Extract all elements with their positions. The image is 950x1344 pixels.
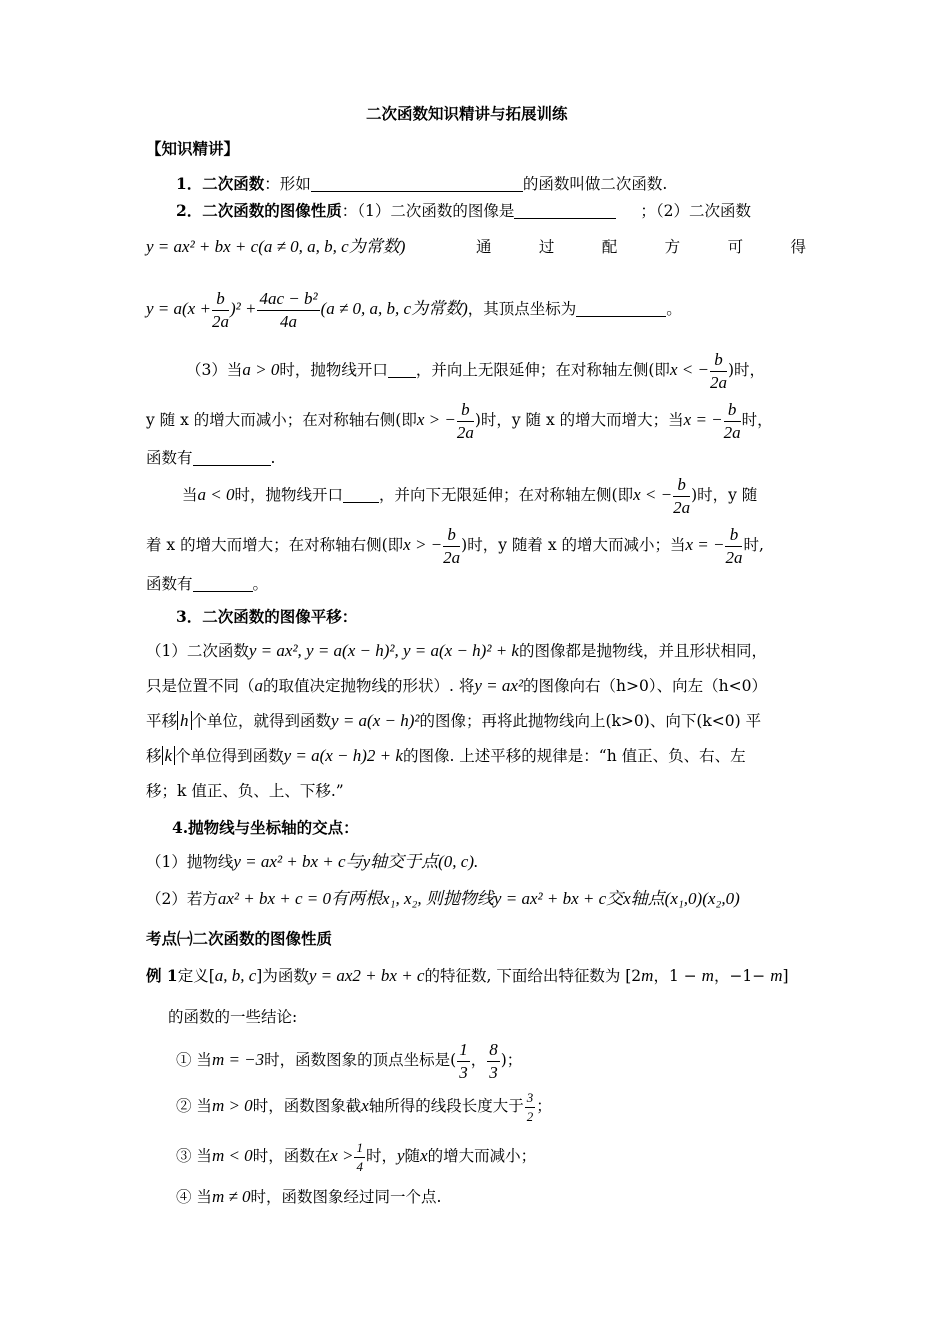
p5-line-5: 移；k 值正、负、上、下移.” — [146, 782, 344, 800]
vertex-mid: )² + — [229, 299, 257, 318]
c3-m4: x — [420, 1146, 428, 1165]
c3-e: 的增大而减小； — [427, 1147, 537, 1165]
spread-1: 过 — [538, 238, 555, 256]
p3-line-2 — [146, 396, 773, 444]
ex1-m1: a, b, c — [214, 966, 257, 985]
p3-l2-m1: x > − — [416, 410, 456, 429]
p5-line-3 — [146, 708, 761, 734]
p5-l2-c: 的图像向右（h>0）、向左（h<0） — [523, 677, 767, 695]
c1-m: m = −3 — [211, 1050, 265, 1069]
para-1-text-a: ：形如 — [264, 175, 311, 193]
p3-l2-m2: x = − — [683, 410, 723, 429]
p4-line-3 — [146, 571, 268, 597]
c3-b: 时，函数在 — [252, 1147, 331, 1165]
p4-l1-d: )时，y 随 — [691, 486, 758, 504]
c2-f-num: 3 — [525, 1089, 536, 1108]
p5-l1-b: 的图像都是抛物线，并且形状相同， — [518, 642, 767, 660]
frac-num: b — [443, 524, 460, 547]
p5-heading: 3．二次函数的图像平移： — [176, 607, 358, 626]
frac-num: b — [457, 399, 474, 422]
p3-l2-c: 时， — [741, 411, 773, 429]
frac-den: 2a — [723, 422, 741, 442]
p5-l2-m1: a — [254, 676, 264, 695]
p4-l3-a: 函数有 — [146, 575, 193, 593]
p4-l1-c: ，并向下无限延伸；在对称轴左侧(即 — [379, 486, 634, 504]
p6-line-2 — [146, 886, 740, 912]
p5-l4-c: 的图像. 上述平移的规律是：“h 值正、负、右、左 — [402, 747, 746, 765]
vertex-tail: (a ≠ 0, a, b, c为常数) — [320, 299, 468, 318]
c2-c: 轴所得的线段长度大于 — [368, 1097, 524, 1115]
p3-l3-a: 函数有 — [146, 449, 193, 467]
c1-sep: ， — [470, 1051, 487, 1069]
c4-b: 时，函数图象经过同一个点. — [250, 1188, 442, 1206]
conclusion-3 — [176, 1134, 536, 1178]
blank-vertex — [576, 298, 666, 317]
p4-l2-m1: x > − — [403, 535, 443, 554]
blank-p4-extreme — [193, 573, 253, 592]
example-1-line-1 — [146, 963, 789, 989]
p6-l2-a: （2）若方 — [146, 890, 218, 908]
c1-f1-den: 3 — [459, 1062, 468, 1082]
p4-line-2 — [146, 521, 764, 569]
vertex-formula-a: y = a(x + — [146, 299, 211, 318]
blank-p4-open — [343, 484, 379, 503]
p4-l3-b: 。 — [252, 575, 269, 593]
p4-l2-m2: x = − — [685, 535, 725, 554]
p5-line-1 — [146, 638, 767, 664]
p4-l1-m2: x < − — [633, 485, 673, 504]
c2-b: 时，函数图象截 — [252, 1097, 362, 1115]
vertex-text: ，其顶点坐标为 — [467, 300, 577, 318]
vertex-frac2-den: 4a — [280, 311, 297, 331]
para-1 — [176, 171, 667, 197]
c3-m2: x > — [330, 1146, 354, 1165]
c2-m2: x — [361, 1096, 369, 1115]
c4-m: m ≠ 0 — [211, 1187, 251, 1206]
p5-l4-abs-k: k — [162, 746, 176, 765]
c3-f-den: 4 — [356, 1158, 363, 1174]
c1-a: ① 当 — [176, 1051, 212, 1069]
c2-f-den: 2 — [526, 1108, 534, 1124]
para-2-text-b: ；（2）二次函数 — [640, 202, 752, 220]
p5-l4-a: 移 — [146, 747, 162, 765]
doc-title: 二次函数知识精讲与拓展训练 — [366, 104, 568, 123]
frac-den: 2a — [443, 547, 461, 567]
section-knowledge: 【知识精讲】 — [146, 139, 240, 158]
spread-2: 配 — [601, 238, 618, 256]
p6-heading: 4.抛物线与坐标轴的交点： — [172, 818, 359, 837]
ex1-b: ]为函数 — [256, 967, 309, 985]
frac-num: b — [724, 399, 741, 422]
formula-general: y = ax² + bx + c(a ≠ 0, a, b, c为常数) — [146, 237, 406, 256]
blank-1 — [311, 173, 523, 192]
p6-l2-m: ax² + bx + c = 0有两根x₁, x₂, 则抛物线y = ax² + bx + c交x轴点(x₁,0)(x₂,0) — [217, 889, 740, 908]
para-2 — [176, 198, 751, 224]
p4-l1-b: 时，抛物线开口 — [234, 486, 344, 504]
ex1-m3: m — [641, 966, 654, 985]
frac-num: b — [710, 349, 727, 372]
c3-d: 随 — [404, 1147, 421, 1165]
p5-l2-a: 只是位置不同（ — [146, 677, 255, 695]
c3-m: m < 0 — [211, 1146, 253, 1165]
c1-c: )； — [500, 1051, 523, 1069]
p3-l1-m1: a > 0 — [242, 360, 280, 379]
para-1-num: 1．二次函数 — [176, 174, 265, 193]
p4-l2-a: 着 x 的增大而增大；在对称轴右侧(即 — [146, 536, 404, 554]
ex1-m2: y = ax2 + bx + c — [308, 966, 425, 985]
p5-l1-m: y = ax², y = a(x − h)², y = a(x − h)² + k — [248, 641, 519, 660]
c3-a: ③ 当 — [176, 1147, 212, 1165]
formula-vertex-line — [146, 285, 682, 333]
example-1-label: 例 1 — [146, 966, 178, 985]
p3-line-3 — [146, 445, 275, 471]
frac-den: 2a — [456, 422, 474, 442]
p5-l4-b: 个单位得到函数 — [175, 747, 284, 765]
p4-line-1 — [182, 471, 757, 519]
vertex-frac2-num: 4ac − b² — [257, 288, 319, 311]
conclusion-1 — [176, 1036, 522, 1084]
exam-heading: 考点㈠二次函数的图像性质 — [146, 929, 333, 948]
p5-line-2 — [146, 673, 767, 699]
p5-line-4 — [146, 743, 746, 769]
vertex-frac1-num: b — [212, 288, 229, 311]
conclusion-2 — [176, 1084, 552, 1128]
p3-line-1 — [186, 346, 765, 394]
example-1-line-2: 的函数的一些结论: — [168, 1008, 298, 1026]
frac-num: b — [673, 474, 690, 497]
p3-l1-c: ，并向上无限延伸；在对称轴左侧(即 — [415, 361, 670, 379]
para-2-num: 2．二次函数的图像性质 — [176, 201, 342, 220]
frac-den: 2a — [709, 372, 727, 392]
p6-l1-m: y = ax² + bx + c与y轴交于点(0, c). — [233, 852, 479, 871]
spread-4: 可 — [727, 238, 744, 256]
blank-p3-extreme — [193, 447, 271, 466]
spread-3: 方 — [664, 238, 681, 256]
p5-l3-b: 个单位，就得到函数 — [191, 712, 332, 730]
c1-f1-num: 1 — [457, 1039, 470, 1062]
ex1-d: ，1 − — [653, 967, 702, 985]
c4-a: ④ 当 — [176, 1188, 212, 1206]
ex1-e: ，−1− — [713, 967, 771, 985]
p3-l2-b: )时，y 随 x 的增大而增大；当 — [474, 411, 684, 429]
ex1-a: 定义[ — [177, 967, 215, 985]
p5-l3-c: 的图像；再将此抛物线向上(k>0)、向下(k<0) 平 — [419, 712, 762, 730]
blank-2 — [514, 200, 616, 219]
frac-den: 2a — [725, 547, 743, 567]
p5-l2-m2: y = ax² — [474, 676, 524, 695]
p5-l3-abs-h: h — [177, 711, 192, 730]
vertex-end: 。 — [666, 300, 682, 318]
c3-c: 时， — [365, 1147, 397, 1165]
p4-l1-a: 当 — [182, 486, 198, 504]
p5-l3-a: 平移 — [146, 712, 178, 730]
c2-a: ② 当 — [176, 1097, 212, 1115]
p3-l2-a: y 随 x 的增大而减小；在对称轴右侧(即 — [146, 411, 417, 429]
c2-m: m > 0 — [211, 1096, 253, 1115]
c1-b: 时，函数图象的顶点坐标是( — [264, 1051, 457, 1069]
conclusion-4 — [176, 1184, 441, 1210]
p4-l2-b: )时，y 随着 x 的增大而减小；当 — [461, 536, 686, 554]
para-1-text-b: 的函数叫做二次函数. — [522, 175, 668, 193]
ex1-c: 的特征数, 下面给出特征数为 [2 — [424, 967, 642, 985]
p3-l1-m2: x < − — [669, 360, 709, 379]
p5-l1-a: （1）二次函数 — [146, 642, 249, 660]
p5-l4-m2: y = a(x − h)2 + k — [283, 746, 403, 765]
c3-m3: y — [397, 1146, 405, 1165]
p3-l3-b: . — [270, 449, 276, 467]
ex1-m4: m — [701, 966, 714, 985]
c2-d: ； — [536, 1097, 552, 1115]
p5-l2-b: 的取值决定抛物线的形状）. 将 — [263, 677, 475, 695]
frac-den: 2a — [673, 497, 691, 517]
spread-0: 通 — [476, 238, 492, 256]
c1-f2-num: 8 — [487, 1039, 500, 1062]
p3-l1-d: )时， — [727, 361, 765, 379]
p5-l3-m2: y = a(x − h)² — [331, 711, 420, 730]
ex1-m5: m — [770, 966, 783, 985]
spread-text — [476, 234, 806, 260]
p4-l2-c: 时, — [743, 536, 764, 554]
spread-5: 得 — [790, 238, 806, 256]
blank-p3-open — [388, 359, 416, 378]
p6-line-1 — [146, 849, 478, 875]
c1-f2-den: 3 — [489, 1062, 498, 1082]
p4-l1-m1: a < 0 — [197, 485, 235, 504]
p3-l1-a: （3）当 — [186, 361, 243, 379]
p6-l1-a: （1）抛物线 — [146, 853, 234, 871]
vertex-frac1-den: 2a — [211, 311, 229, 331]
frac-num: b — [725, 524, 742, 547]
para-2-text-a: ：（1）二次函数的图像是 — [341, 202, 515, 220]
ex1-f: ] — [782, 967, 789, 985]
p3-l1-b: 时，抛物线开口 — [279, 361, 388, 379]
c3-f-num: 1 — [354, 1139, 365, 1158]
